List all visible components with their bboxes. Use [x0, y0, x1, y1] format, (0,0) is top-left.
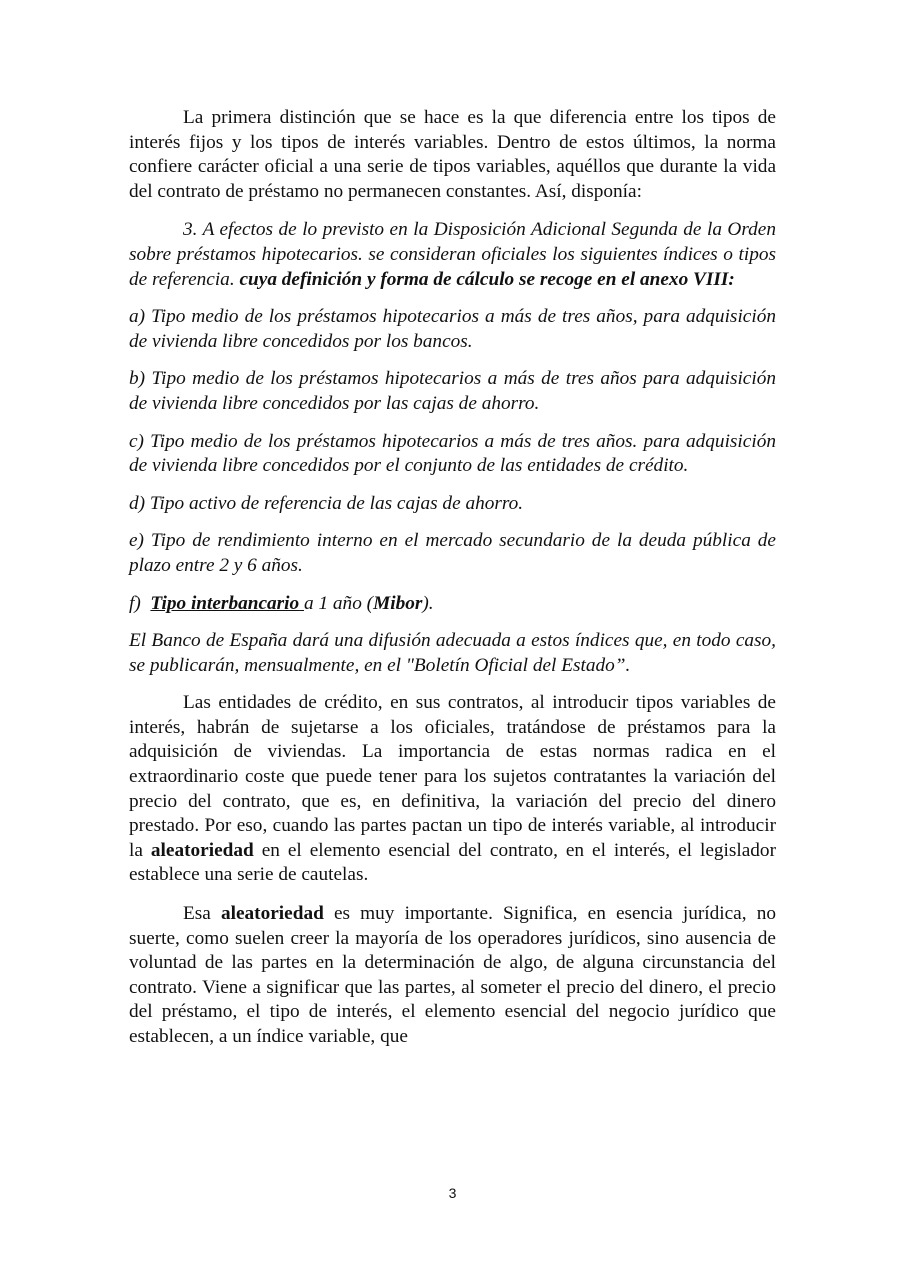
list-item-f-bold: Tipo interbancario [150, 592, 300, 614]
quote-intro-bold: cuya definición y forma de cálculo se recoge en el anexo VIII: [239, 268, 735, 290]
list-item-e: e) Tipo de rendimiento interno en el mercado secundario de la deuda pública de plazo entre 2 y 6 años. [129, 530, 776, 576]
paragraph-aleatoriedad [129, 902, 776, 1050]
quote-intro [129, 218, 776, 292]
list-item-d: d) Tipo activo de referencia de las cajas de ahorro. [129, 492, 524, 514]
page-number: 3 [448, 1185, 457, 1201]
list-item-f [129, 592, 776, 617]
list-item-a: a) Tipo medio de los préstamos hipotecarios a más de tres años, para adquisición de vivienda libre concedidos por los bancos. [129, 306, 776, 352]
paragraph-intro: La primera distinción que se hace es la que diferencia entre los tipos de interés fijos y los tipos de interés variables. Dentro de estos últimos, la norma confiere carácter oficial a una serie de tipos variables, aquéllos que durante la vida del contrato de préstamo no permanecen constantes. Así, disponía: [129, 107, 776, 202]
list-item-f-mid: a 1 año ( [303, 592, 374, 614]
p2-bold-term: aleatoriedad [150, 839, 254, 861]
list-item-c: c) Tipo medio de los préstamos hipotecarios a más de tres años. para adquisición de vivienda libre concedidos por el conjunto de las entidades de crédito. [129, 430, 776, 477]
quote-close: El Banco de España dará una difusión adecuada a estos índices que, en todo caso, se publicarán, mensualmente, en el "Boletín Oficial del Estado”. [129, 630, 776, 676]
paragraph-entidades [129, 691, 776, 888]
list-item-f-prefix: f) [129, 592, 141, 614]
p2-text-start: Las entidades de crédito, en sus contratos, al introducir tipos variables de interés, habrán de sujetarse a los oficiales, tratándose de préstamos para la adquisición de viviendas. La importancia de estas normas radica en el extraordinario coste que puede tener para los sujetos contratantes la variación del precio del contrato, que es, en definitiva, la variación del precio del dinero prestado. Por eso, cuando las partes pactan un tipo de interés variable, al introducir la [129, 692, 776, 861]
list-item-f-mibor: Mibor [373, 592, 423, 614]
p3-text-start: Esa [183, 903, 211, 925]
list-item-b: b) Tipo medio de los préstamos hipotecarios a más de tres años para adquisición de vivienda libre concedidos por las cajas de ahorro. [129, 368, 776, 414]
quote-intro-text: 3. A efectos de lo previsto en la Disposición Adicional Segunda de la Orden sobre préstamos hipotecarios. se consideran oficiales los siguientes índices o tipos de referencia. [129, 219, 776, 290]
list-item-f-end: ). [422, 592, 434, 614]
document-body [129, 106, 776, 1050]
p3-bold-term: aleatoriedad [220, 903, 324, 925]
p2-text-end: en el elemento esencial del contrato, en el interés, el legislador establece una serie de cautelas. [129, 839, 776, 886]
p3-text-end: es muy importante. Significa, en esencia jurídica, no suerte, como suelen creer la mayoría de los operadores jurídicos, sino ausencia de voluntad de las partes en la determinación de algo, de alguna circunstancia del contrato. Viene a significar que las partes, al someter el precio del dinero, el precio del préstamo, el tipo de interés, el elemento esencial del negocio jurídico que establecen, a un índice variable, que [129, 903, 776, 1047]
